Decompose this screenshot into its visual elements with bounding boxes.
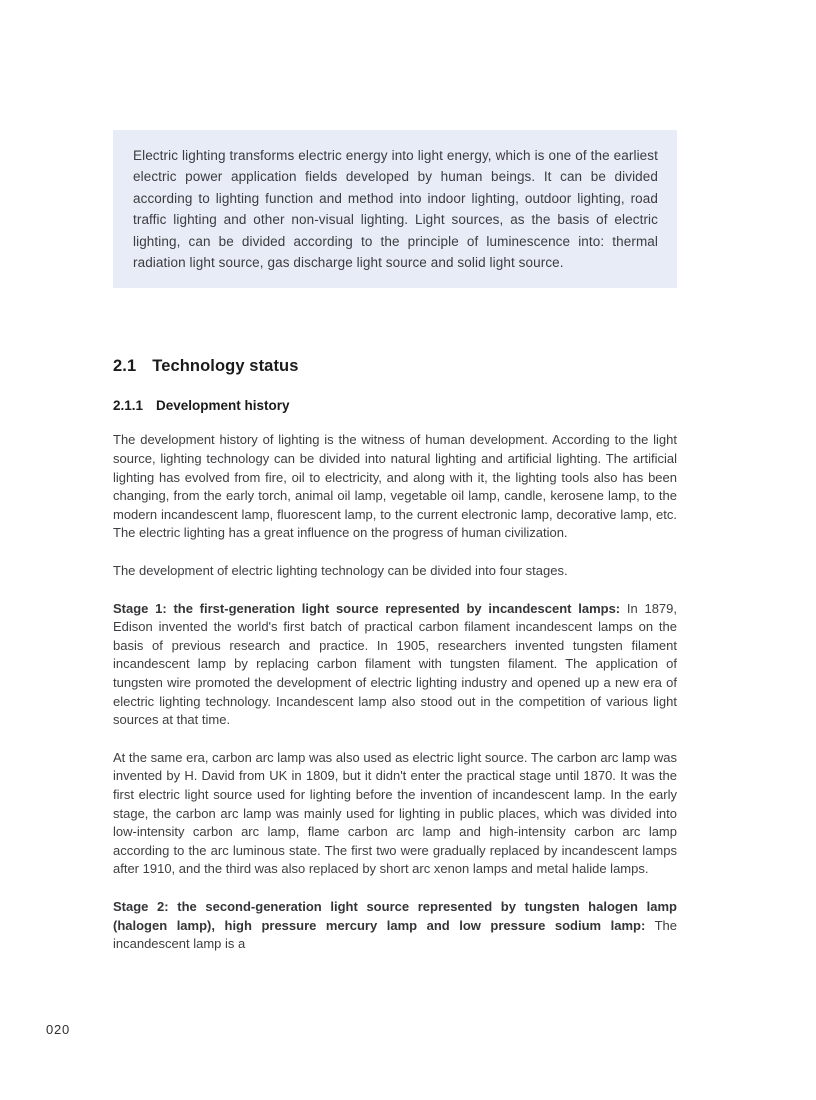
body-paragraph-stage2 — [113, 898, 677, 954]
section-number: 2.1 — [113, 357, 137, 376]
body-paragraph-development-history: The development history of lighting is the witness of human development. According to the light source, lighting technology can be divided into natural lighting and artificial lighting. The artificial lighting has evolved from fire, oil to electricity, and along with it, the lighting tools also has been changing, from the early torch, animal oil lamp, vegetable oil lamp, candle, kerosene lamp, to the modern incandescent lamp, fluorescent lamp, to the current electronic lamp, decorative lamp, etc. The electric lighting has a great influence on the progress of human civilization. — [113, 432, 677, 541]
body-paragraph-stage1 — [113, 600, 677, 730]
body-paragraph-carbon-arc-lamp: At the same era, carbon arc lamp was also used as electric light source. The carbon arc lamp was invented by H. David from UK in 1809, but it didn't enter the practical stage until 1870. It was the first electric light source used for lighting before the invention of incandescent lamp. In the early stage, the carbon arc lamp was mainly used for lighting in public places, which was divided into low-intensity carbon arc lamp, flame carbon arc lamp and high-intensity carbon arc lamp according to the arc luminous state. The first two were gradually replaced by incandescent lamps after 1910, and the third was also replaced by short arc xenon lamps and metal halide lamps. — [113, 749, 677, 877]
stage1-lead-text: Stage 1: the first-generation light source represented by incandescent lamps: — [113, 600, 621, 616]
page-number: 020 — [46, 1022, 71, 1037]
body-paragraph-four-stages: The development of electric lighting technology can be divided into four stages. — [113, 563, 568, 578]
stage2-lead-text: Stage 2: the second-generation light source represented by tungsten halogen lamp (halogen lamp), high pressure mercury lamp and low pressure sodium lamp: — [113, 898, 677, 933]
subsection-number: 2.1.1 — [113, 398, 144, 414]
section-heading — [113, 357, 677, 376]
stage2-body-text: The incandescent lamp is a — [113, 917, 677, 952]
subsection-title: Development history — [156, 398, 290, 414]
subsection-heading — [113, 398, 677, 413]
intro-text: Electric lighting transforms electric energy into light energy, which is one of the earliest electric power application fields developed by human beings. It can be divided according to lighting function and method into indoor lighting, outdoor lighting, road traffic lighting and other non-visual lighting. Light sources, as the basis of electric lighting, can be divided according to the principle of luminescence into: thermal radiation light source, gas discharge light source and solid light source. — [133, 148, 658, 271]
section-title: Technology status — [152, 357, 299, 376]
page-content-column — [113, 130, 677, 954]
intro-callout-box — [113, 130, 677, 288]
stage1-body-text: In 1879, Edison invented the world's first batch of practical carbon filament incandescent lamps on the basis of previous research and practice. In 1905, researchers invented tungsten filament incandescent lamp by replacing carbon filament with tungsten filament. The application of tungsten wire promoted the development of electric lighting industry and opened up a new era of electric lighting technology. Incandescent lamp also stood out in the competition of various light sources at that time. — [113, 600, 677, 728]
